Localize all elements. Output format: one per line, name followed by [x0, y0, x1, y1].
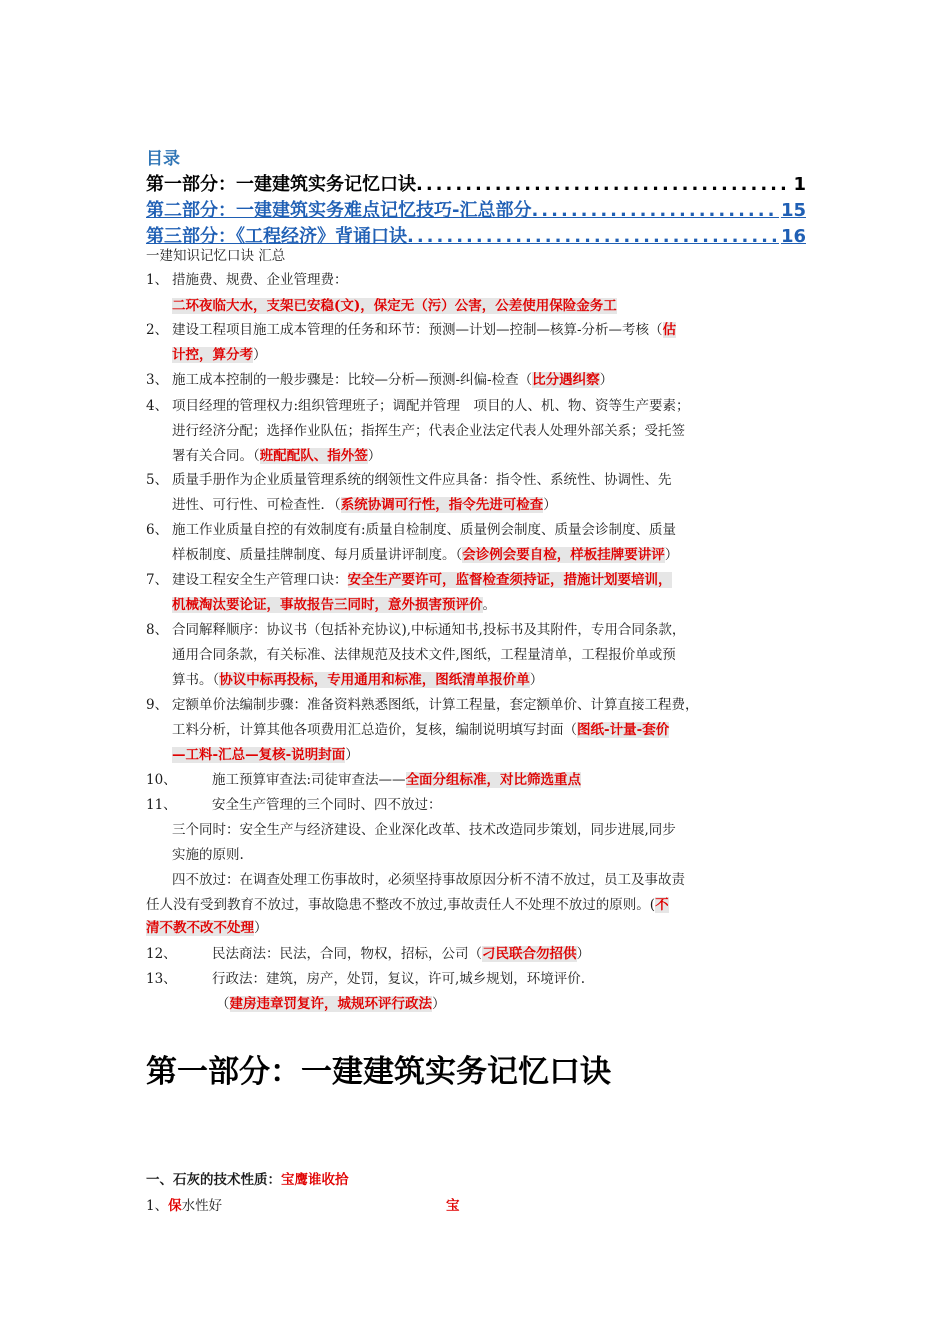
item11-line-4: 任人没有受到教育不放过，事故隐患不整改不放过,事故责任人不处理不放过的原则。(不: [146, 897, 669, 913]
toc-entry-1[interactable]: 第一部分：一建建筑实务记忆口诀 ..... 1: [146, 170, 806, 196]
summary-item-3-line-1: [172, 370, 613, 390]
text-segment: ）: [253, 347, 267, 363]
summary-item-4-line-2: [172, 421, 685, 441]
summary-item-9-line-1: [172, 695, 699, 715]
text-segment: 样板制度、质量挂牌制度、每月质量讲评制度。（: [172, 547, 463, 563]
summary-item-number: 2、: [146, 322, 169, 338]
summary-item-8-line-2: [172, 645, 676, 665]
text-segment: 工料分析，计算其他各项费用汇总造价，复核，编制说明填写封面（: [172, 722, 577, 738]
text-segment: ）: [599, 372, 614, 388]
summary-item-5-line-2: [172, 495, 557, 515]
summary-item-number: 10、: [146, 772, 177, 788]
text-segment: 施工作业质量自控的有效制度有:质量自检制度、质量例会制度、质量会诊制度、质量: [172, 522, 677, 538]
summary-item-number: 3、: [146, 372, 169, 388]
mnemonic-highlight: 系统协调可行性，指令先进可检查: [340, 497, 544, 513]
part1-title: 第一部分：一建建筑实务记忆口诀: [146, 1054, 611, 1090]
mnemonic-highlight: 图纸-计量-套价: [577, 722, 670, 738]
summary-item-number: 8、: [146, 622, 169, 638]
mnemonic-highlight: 比分遇纠察: [532, 372, 600, 388]
summary-item-number: 5、: [146, 472, 169, 488]
toc-entry-2[interactable]: 第二部分：一建建筑实务难点记忆技巧-汇总部分 ..... 15: [146, 196, 806, 222]
item11-line-1: 三个同时：安全生产与经济建设、企业深化改革、技术改造同步策划，同步进展,同步: [172, 822, 676, 838]
summary-item-1-line-2: [172, 296, 617, 316]
text-segment: ）: [543, 497, 557, 513]
mnemonic-highlight: 计控，算分考: [172, 347, 253, 363]
summary-title: 一建知识记忆口诀 汇总: [146, 248, 286, 264]
text-segment: 通用合同条款，有关标准、法律规范及技术文件,图纸，工程量清单，工程报价单或预: [172, 647, 676, 663]
item13-text: 行政法：建筑，房产，处罚，复议，许可,城乡规划，环境评价.: [212, 971, 586, 987]
summary-item-7-line-1: [172, 570, 672, 590]
part1-section-heading: 一、石灰的技术性质：宝鹰谁收拾: [146, 1172, 349, 1188]
summary-item-6-line-2: [172, 545, 678, 565]
text-segment: ）: [664, 547, 679, 563]
text-segment: ）: [345, 747, 359, 763]
mnemonic-highlight: 机械淘汰要论证，事故报告三同时，意外损害预评价: [172, 597, 483, 613]
summary-item-8-line-1: [172, 620, 685, 640]
text-segment: 措施费、规费、企业管理费：: [172, 272, 348, 288]
item13-mnemonic: （建房违章罚复许，城规环评行政法）: [216, 996, 446, 1012]
text-segment: 。: [482, 597, 496, 613]
item11-line-3: 四不放过：在调查处理工伤事故时，必须坚持事故原因分析不清不放过，员工及事故责: [172, 872, 685, 888]
text-segment: 建设工程安全生产管理口诀：: [172, 572, 348, 588]
text-segment: 建设工程项目施工成本管理的任务和环节：预测—计划—控制—核算-分析—考核（: [172, 322, 663, 338]
text-segment: 算书。（: [172, 672, 220, 688]
mnemonic-highlight: 全面分组标准，对比筛选重点: [405, 772, 582, 788]
text-segment: 安全生产管理的三个同时、四不放过：: [212, 797, 442, 813]
summary-item-11-line-1: [212, 795, 442, 815]
summary-item-2-line-2: [172, 345, 267, 365]
item12-text: 民法商法：民法，合同，物权，招标，公司（刁民联合勿招供）: [212, 946, 590, 962]
summary-item-number: 7、: [146, 572, 169, 588]
text-segment: 施工成本控制的一般步骤是：比较—分析—预测-纠偏-检查（: [172, 372, 533, 388]
summary-item-4-line-1: [172, 396, 690, 416]
text-segment: ）: [367, 448, 382, 464]
text-segment: 进性、可行性、可检查性．（: [172, 497, 341, 513]
toc-heading: 目录: [146, 149, 180, 169]
summary-item-9-line-2: [172, 720, 669, 740]
summary-item-9-line-3: [172, 745, 359, 765]
mnemonic-highlight: 二环夜临大水，支架已安稳(文)，保定无（污）公害，公差使用保险金务工: [172, 298, 617, 314]
text-segment: 进行经济分配；选择作业队伍；指挥生产；代表企业法定代表人处理外部关系；受托签: [172, 423, 685, 439]
text-segment: 定额单价法编制步骤：准备资料熟悉图纸，计算工程量，套定额单价、计算直接工程费，: [172, 697, 699, 713]
summary-item-6-line-1: [172, 520, 676, 540]
part1-row-1: 1、保水性好: [146, 1198, 223, 1214]
text-segment: 署有关合同。（: [172, 448, 260, 464]
summary-item-1-line-1: [172, 270, 348, 290]
summary-item-number: 1、: [146, 272, 169, 288]
summary-item-10-line-1: [212, 770, 581, 790]
mnemonic-highlight: 估: [662, 322, 677, 338]
text-segment: 质量手册作为企业质量管理系统的纲领性文件应具备：指令性、系统性、协调性、先: [172, 472, 672, 488]
text-segment: 施工预算审查法:司徒审查法——: [212, 772, 406, 788]
item13-number: 13、: [146, 971, 177, 987]
summary-item-number: 9、: [146, 697, 169, 713]
summary-item-number: 4、: [146, 398, 169, 414]
mnemonic-highlight: 安全生产要许可，监督检查须持证，措施计划要培训，: [347, 572, 672, 588]
mnemonic-highlight: —工料-汇总—复核-说明封面: [172, 747, 346, 763]
toc-entry-3[interactable]: 第三部分：《工程经济》背诵口诀 ..... 16: [146, 222, 806, 248]
summary-item-5-line-1: [172, 470, 672, 490]
summary-item-4-line-3: [172, 446, 381, 466]
mnemonic-highlight: 班配配队、指外签: [259, 448, 368, 464]
summary-item-8-line-3: [172, 670, 543, 690]
mnemonic-highlight: 会诊例会要自检，样板挂牌要讲评: [462, 547, 665, 563]
text-segment: 合同解释顺序：协议书（包括补充协议),中标通知书,投标书及其附件，专用合同条款，: [172, 622, 686, 638]
text-segment: ）: [529, 672, 544, 688]
mnemonic-highlight: 协议中标再投标，专用通用和标准，图纸清单报价单: [219, 672, 530, 688]
summary-item-number: 6、: [146, 522, 169, 538]
summary-item-number: 11、: [146, 797, 177, 813]
item12-number: 12、: [146, 946, 177, 962]
item11-line-2: 实施的原则.: [172, 847, 244, 863]
part1-row-1-mnemonic: 宝: [446, 1198, 460, 1214]
item11-line-5: 清不教不改不处理）: [146, 920, 268, 936]
summary-item-7-line-2: [172, 595, 496, 615]
text-segment: 项目经理的管理权力:组织管理班子；调配并管理 项目的人、机、物、资等生产要素；: [172, 398, 690, 414]
summary-item-2-line-1: [172, 320, 676, 340]
